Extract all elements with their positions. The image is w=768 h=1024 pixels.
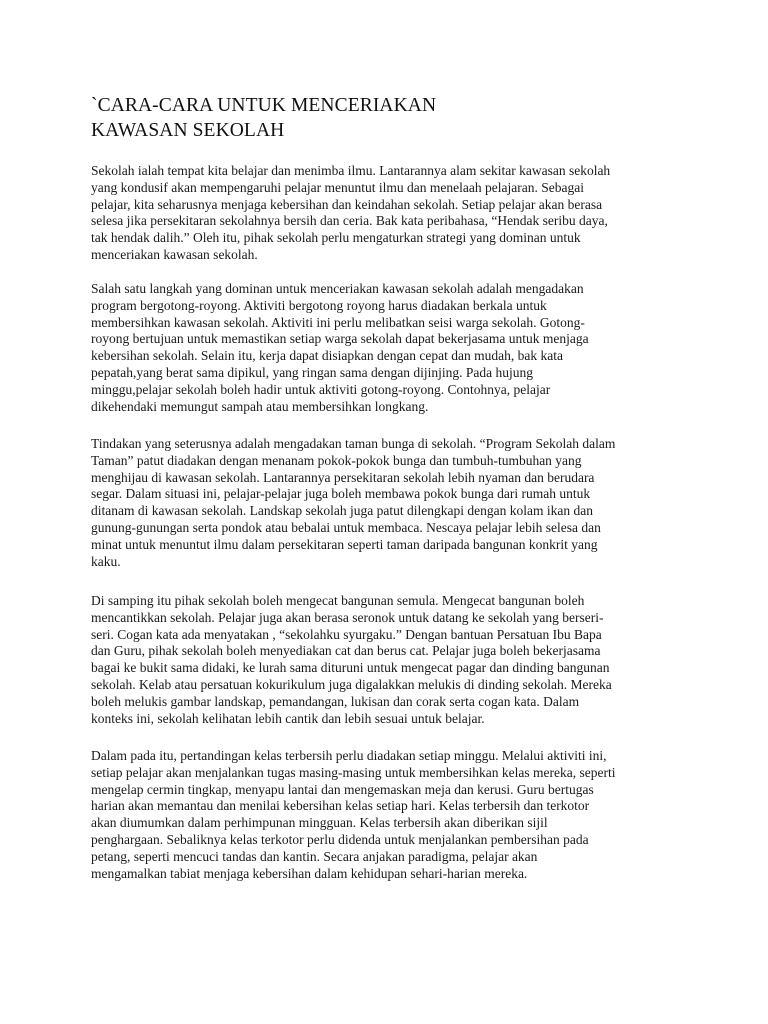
text-line: mengelap cermin tingkap, menyapu lantai dan mengemaskan meja dan kerusi. Guru bertugas bbox=[91, 781, 594, 797]
text-line: sekolah. Kelab atau persatuan kokurikulum juga digalakkan melukis di dinding sekolah. Mereka bbox=[91, 676, 612, 692]
text-line: bagai ke bukit sama didaki, ke lurah sama dituruni untuk mengecat pagar dan dinding bangunan bbox=[91, 660, 610, 676]
text-line: tak hendak dalih.” Oleh itu, pihak sekolah perlu mengaturkan strategi yang dominan untuk bbox=[91, 230, 581, 246]
title-line: `CARA-CARA UNTUK MENCERIAKAN bbox=[91, 95, 437, 116]
text-line: menceriakan kawasan sekolah. bbox=[91, 246, 258, 262]
text-line: Dalam pada itu, pertandingan kelas terbersih perlu diadakan setiap minggu. Melalui aktiviti ini, bbox=[91, 748, 607, 763]
paragraph-gotong-royong bbox=[91, 281, 691, 415]
text-line: kebersihan sekolah. Selain itu, kerja dapat disiapkan dengan cepat dan mudah, bak kata bbox=[91, 348, 563, 364]
paragraph-kelas-terbersih bbox=[91, 748, 691, 882]
text-line: Salah satu langkah yang dominan untuk menceriakan kawasan sekolah adalah mengadakan bbox=[91, 281, 584, 296]
text-line: Tindakan yang seterusnya adalah mengadakan taman bunga di sekolah. “Program Sekolah dalam bbox=[91, 436, 616, 451]
text-line: segar. Dalam situasi ini, pelajar-pelajar juga boleh membawa pokok bunga dari rumah untuk bbox=[91, 486, 591, 502]
text-line: pepatah,yang berat sama dipikul, yang ringan sama dengan dijinjing. Pada hujung bbox=[91, 364, 534, 380]
text-line: penghargaan. Sebaliknya kelas terkotor perlu didenda untuk menjalankan pembersihan pada bbox=[91, 831, 589, 847]
paragraph-mengecat-bangunan bbox=[91, 593, 691, 727]
text-line: gunung-gunungan serta pondok atau bebalai untuk membaca. Nescaya pelajar lebih selesa dan bbox=[91, 519, 601, 535]
text-line: yang kondusif akan mempengaruhi pelajar menuntut ilmu dan menelaah pelajaran. Sebagai bbox=[91, 179, 584, 195]
text-line: akan diumumkan dalam perhimpunan mingguan. Kelas terbersih akan diberikan sijil bbox=[91, 815, 548, 831]
text-line: royong bertujuan untuk memastikan setiap warga sekolah dapat bekerjasama untuk menjaga bbox=[91, 331, 589, 347]
text-line: mencantikkan sekolah. Pelajar juga akan berasa seronok untuk datang ke sekolah yang berseri- bbox=[91, 609, 604, 625]
text-line: selesa jika persekitaran sekolahnya bersih dan ceria. Bak kata peribahasa, “Hendak seribu daya, bbox=[91, 213, 608, 229]
text-line: konteks ini, sekolah kelihatan lebih cantik dan lebih sesuai untuk belajar. bbox=[91, 710, 485, 726]
text-line: boleh melukis gambar landskap, pemandangan, lukisan dan corak serta cogan kata. Dalam bbox=[91, 693, 580, 709]
text-line: harian akan memantau dan menilai kebersihan kelas setiap hari. Kelas terbersih dan terkotor bbox=[91, 798, 590, 814]
text-line: Sekolah ialah tempat kita belajar dan menimba ilmu. Lantarannya alam sekitar kawasan sekolah bbox=[91, 163, 611, 178]
text-line: program bergotong-royong. Aktiviti bergotong royong harus diadakan berkala untuk bbox=[91, 297, 547, 313]
text-line: dikehendaki memungut sampah atau membersihkan longkang. bbox=[91, 398, 429, 414]
paragraph-introduction bbox=[91, 163, 691, 264]
paragraph-taman-bunga bbox=[91, 436, 691, 570]
text-line: Taman” patut diadakan dengan menanam pokok-pokok bunga dan tumbuh-tumbuhan yang bbox=[91, 452, 582, 468]
text-line: setiap pelajar akan menjalankan tugas masing-masing untuk membersihkan kelas mereka, seperti bbox=[91, 764, 616, 780]
text-line: Di samping itu pihak sekolah boleh mengecat bangunan semula. Mengecat bangunan boleh bbox=[91, 593, 585, 608]
text-line: mengamalkan tabiat menjaga kebersihan dalam kehidupan sehari-harian mereka. bbox=[91, 865, 528, 881]
text-line: dan Guru, pihak sekolah boleh menyediakan cat dan berus cat. Pelajar juga boleh bekerjasama bbox=[91, 643, 601, 659]
text-line: pelajar, kita seharusnya menjaga kebersihan dan keindahan sekolah. Setiap pelajar akan berasa bbox=[91, 196, 603, 212]
text-line: menghijau di kawasan sekolah. Lantarannya persekitaran sekolah lebih nyaman dan berudara bbox=[91, 469, 595, 485]
text-line: kaku. bbox=[91, 553, 121, 569]
text-line: seri. Cogan kata ada menyatakan , “sekolahku syurgaku.” Dengan bantuan Persatuan Ibu Bapa bbox=[91, 626, 602, 642]
title-line: KAWASAN SEKOLAH bbox=[91, 120, 285, 141]
text-line: petang, seperti mencuci tandas dan kantin. Secara anjakan paradigma, pelajar akan bbox=[91, 848, 538, 864]
text-line: minat untuk menuntut ilmu dalam persekitaran seperti taman daripada bangunan konkrit yang bbox=[91, 536, 598, 552]
text-line: minggu,pelajar sekolah boleh hadir untuk aktiviti gotong-royong. Contohnya, pelajar bbox=[91, 381, 551, 397]
text-line: membersihkan kawasan sekolah. Aktiviti ini perlu melibatkan seisi warga sekolah. Gotong- bbox=[91, 314, 585, 330]
document-title bbox=[91, 93, 691, 143]
text-line: ditanam di kawasan sekolah. Landskap sekolah juga patut dilengkapi dengan kolam ikan dan bbox=[91, 503, 593, 519]
